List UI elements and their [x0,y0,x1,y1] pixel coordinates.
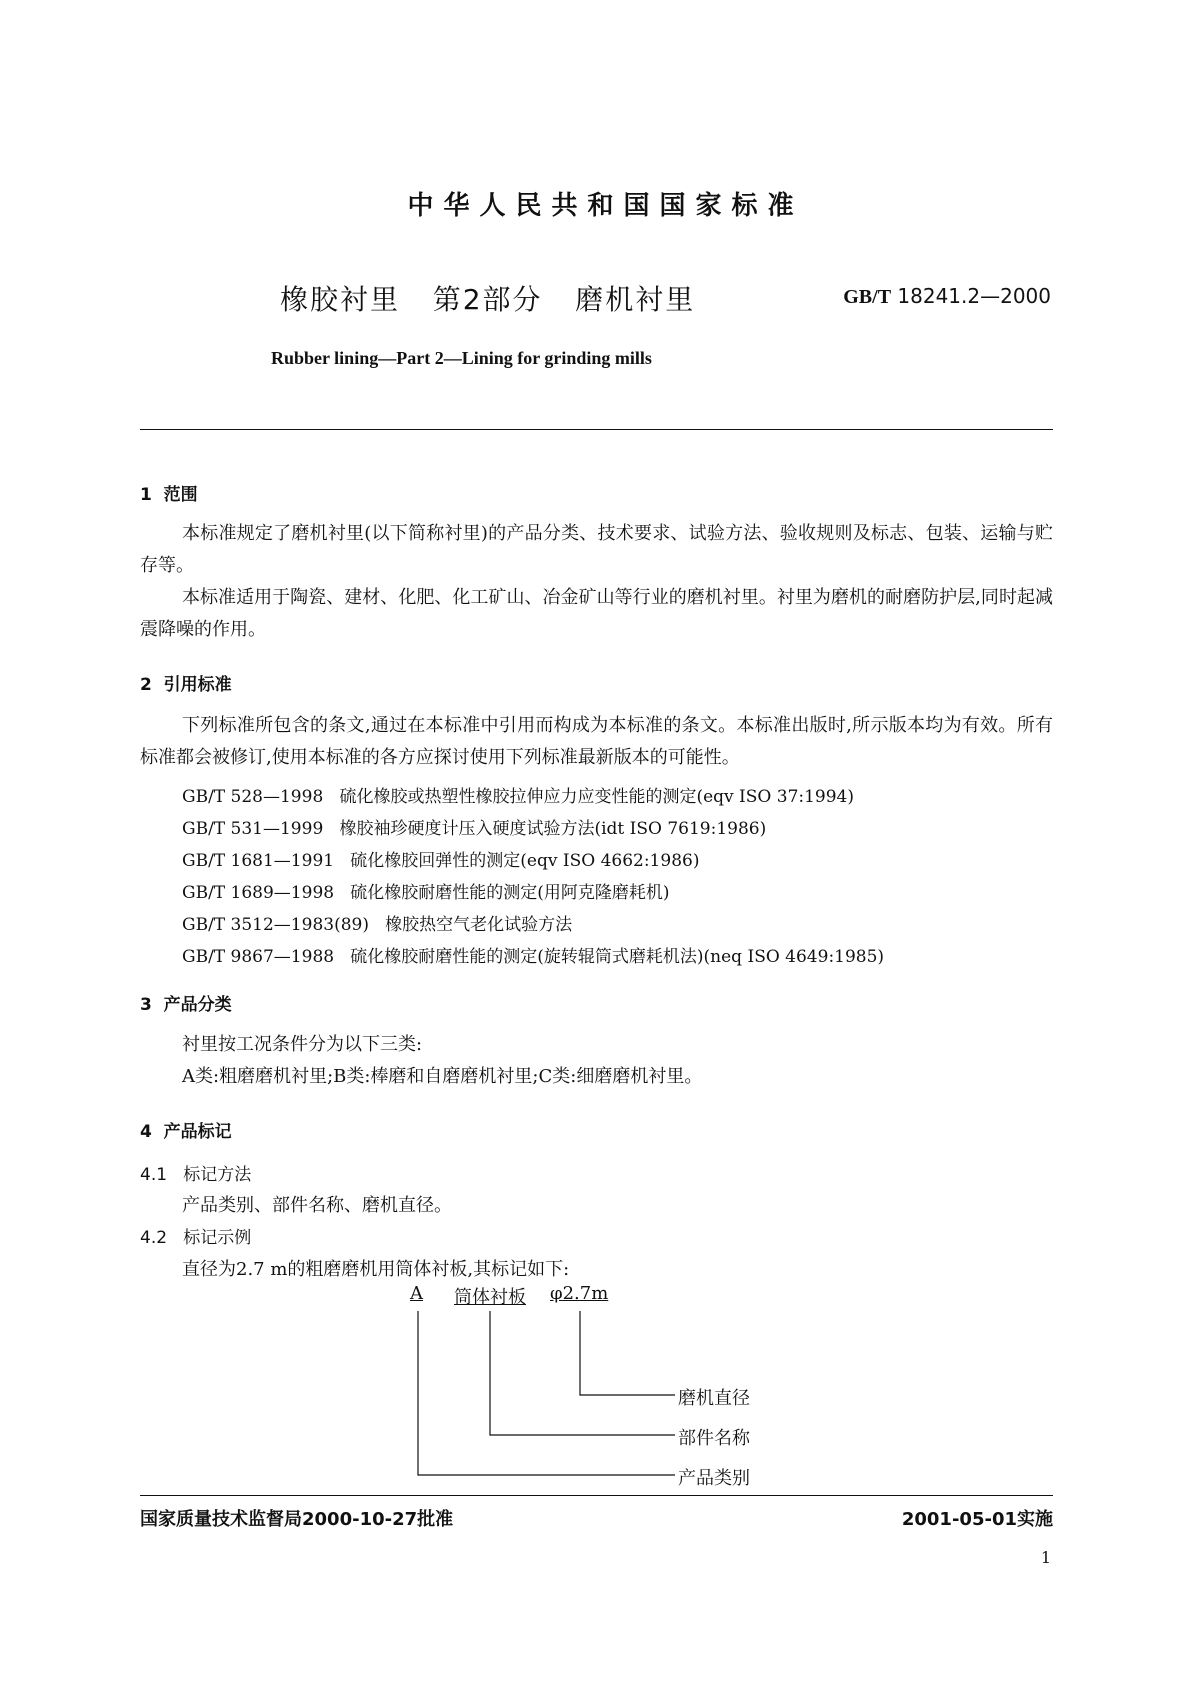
approval-info: 国家质量技术监督局2000-10-27批准 [140,1509,454,1530]
section-4-2-text: 直径为2.7 m的粗磨磨机用筒体衬板,其标记如下: [182,1259,570,1280]
section-3-heading: 3 产品分类 [140,995,232,1015]
section-4-1-text: 产品类别、部件名称、磨机直径。 [182,1195,452,1216]
section-1-para-1: 本标准规定了磨机衬里(以下简称衬里)的产品分类、技术要求、试验方法、验收规则及标志、包装、运输与贮存等。 [140,523,1053,576]
standard-code: 18241.2—2000 [897,284,1051,308]
diagram-item-class: A [410,1283,423,1304]
reference-item: GB/T 1689—1998 硫化橡胶耐磨性能的测定(用阿克隆磨耗机) [182,883,670,903]
diagram-item-diameter: φ2.7m [550,1283,609,1304]
header-rule [140,429,1053,430]
document-title: 橡胶衬里 第2部分 磨机衬里 [280,283,696,316]
english-title: Rubber lining—Part 2—Lining for grinding mills [271,348,652,368]
section-4-2-heading: 4.2 标记示例 [140,1228,252,1248]
section-1-para-2: 本标准适用于陶瓷、建材、化肥、化工矿山、冶金矿山等行业的磨机衬里。衬里为磨机的耐磨防护层,同时起减震降噪的作用。 [140,587,1053,640]
reference-item: GB/T 3512—1983(89) 橡胶热空气老化试验方法 [182,915,573,935]
section-3-line-1: 衬里按工况条件分为以下三类: [182,1034,423,1055]
section-2-heading: 2 引用标准 [140,675,232,695]
reference-item: GB/T 528—1998 硫化橡胶或热塑性橡胶拉伸应力应变性能的测定(eqv ISO 37:1994) [182,787,855,807]
marking-diagram [380,1283,830,1489]
section-4-1-heading: 4.1 标记方法 [140,1165,252,1185]
reference-item: GB/T 9867—1988 硫化橡胶耐磨性能的测定(旋转辊筒式磨耗机法)(neq ISO 4649:1985) [182,947,885,967]
section-4-heading: 4 产品标记 [140,1122,232,1142]
footer-rule [140,1495,1053,1496]
standard-prefix: GB/T [843,286,892,308]
diagram-item-part: 筒体衬板 [454,1287,526,1308]
document-header: 中华人民共和国国家标准 [407,191,804,221]
section-2-para: 下列标准所包含的条文,通过在本标准中引用而构成为本标准的条文。本标准出版时,所示版本均为有效。所有标准都会被修订,使用本标准的各方应探讨使用下列标准最新版本的可能性。 [140,715,1053,768]
diagram-connectors [380,1283,830,1483]
diagram-label-class: 产品类别 [678,1468,750,1489]
reference-item: GB/T 1681—1991 硫化橡胶回弹性的测定(eqv ISO 4662:1986) [182,851,700,871]
reference-item: GB/T 531—1999 橡胶袖珍硬度计压入硬度试验方法(idt ISO 7619:1986) [182,819,767,839]
diagram-label-part: 部件名称 [678,1428,750,1449]
section-3-line-2: A类:粗磨磨机衬里;B类:棒磨和自磨磨机衬里;C类:细磨磨机衬里。 [182,1066,703,1087]
section-1-heading: 1 范围 [140,485,198,505]
implementation-date: 2001-05-01实施 [901,1509,1053,1530]
standard-number [843,284,1051,309]
diagram-label-diameter: 磨机直径 [678,1388,750,1409]
page-number: 1 [1040,1548,1051,1567]
